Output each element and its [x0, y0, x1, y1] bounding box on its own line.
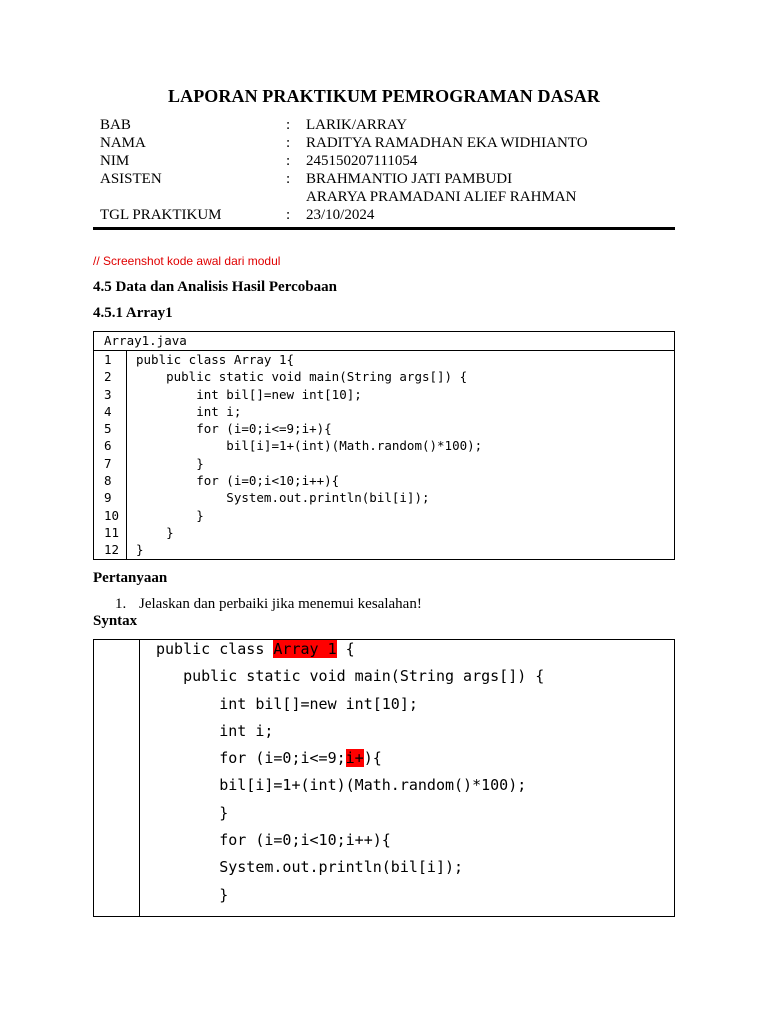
- info-label: TGL PRAKTIKUM: [100, 207, 222, 223]
- subsection-heading: 4.5.1 Array1: [93, 305, 173, 321]
- code-line: for (i=0;i<=9;i+){: [136, 421, 332, 437]
- info-row-asisten-2: [100, 188, 588, 206]
- syntax-line: int i;: [156, 721, 274, 740]
- code-line: }: [136, 507, 204, 523]
- line-number: 7: [104, 455, 112, 471]
- info-value: 245150207111054: [306, 153, 418, 169]
- syntax-line: public static void main(String args[]) {: [156, 667, 545, 686]
- info-colon: :: [286, 207, 291, 223]
- code-line: public class Array 1{: [136, 352, 295, 367]
- info-colon: :: [286, 117, 291, 133]
- info-row-nama: [100, 134, 588, 152]
- report-info-table: [100, 116, 588, 224]
- error-highlight: Array 1: [273, 640, 337, 658]
- header-divider: [93, 227, 675, 230]
- code-line: for (i=0;i<10;i++){: [136, 473, 340, 489]
- info-value: 23/10/2024: [306, 207, 375, 223]
- syntax-text: {: [336, 640, 355, 658]
- code-filename: Array1.java: [94, 332, 674, 351]
- syntax-line: System.out.println(bil[i]);: [156, 858, 464, 877]
- syntax-heading: Syntax: [93, 613, 138, 629]
- syntax-text: ){: [363, 749, 382, 768]
- info-row-asisten: [100, 170, 588, 188]
- error-highlight: i+: [345, 749, 364, 768]
- line-number: 5: [104, 421, 112, 437]
- question-item: [115, 596, 422, 613]
- line-number: 11: [104, 524, 120, 540]
- syntax-code-box: [93, 639, 675, 917]
- info-label: NAMA: [100, 135, 146, 151]
- info-row-nim: [100, 152, 588, 170]
- line-number: 9: [104, 490, 112, 506]
- syntax-gutter: [94, 640, 140, 916]
- code-line: }: [136, 524, 174, 540]
- info-label: NIM: [100, 153, 130, 169]
- info-colon-empty: [286, 188, 306, 206]
- code-line: }: [136, 542, 144, 558]
- module-comment: // Screenshot kode awal dari modul: [93, 254, 281, 268]
- line-number-column: [94, 351, 127, 559]
- info-colon: :: [286, 171, 291, 187]
- syntax-line: }: [156, 803, 229, 822]
- info-value: RADITYA RAMADHAN EKA WIDHIANTO: [306, 135, 588, 151]
- code-line: bil[i]=1+(int)(Math.random()*100);: [136, 438, 483, 454]
- questions-heading: Pertanyaan: [93, 570, 168, 586]
- code-line: System.out.println(bil[i]);: [136, 490, 430, 506]
- line-number: 10: [104, 507, 120, 523]
- info-label: BAB: [100, 117, 131, 133]
- line-number: 1: [104, 352, 112, 367]
- question-text: Jelaskan dan perbaiki jika menemui kesalahan!: [139, 596, 422, 612]
- report-title: LAPORAN PRAKTIKUM PEMROGRAMAN DASAR: [168, 86, 600, 106]
- line-number: 6: [104, 438, 112, 454]
- info-label: ASISTEN: [100, 171, 162, 187]
- section-heading: 4.5 Data dan Analisis Hasil Percobaan: [93, 279, 337, 295]
- code-line: int i;: [136, 403, 242, 419]
- line-number: 2: [104, 369, 112, 385]
- syntax-line: int bil[]=new int[10];: [156, 694, 418, 713]
- syntax-text: public class: [156, 640, 274, 658]
- syntax-code-lines: [156, 640, 544, 914]
- code-screenshot-box: [93, 331, 675, 560]
- syntax-line: [156, 640, 544, 668]
- info-colon: :: [286, 135, 291, 151]
- code-line: int bil[]=new int[10];: [136, 386, 362, 402]
- info-label: [100, 188, 286, 206]
- syntax-line: [156, 750, 544, 777]
- syntax-line: for (i=0;i<10;i++){: [156, 831, 391, 850]
- syntax-line: }: [156, 885, 229, 904]
- syntax-line: bil[i]=1+(int)(Math.random()*100);: [156, 776, 527, 795]
- info-value: ARARYA PRAMADANI ALIEF RAHMAN: [306, 189, 577, 205]
- code-body: [94, 351, 674, 559]
- line-number: 8: [104, 473, 112, 489]
- code-line: }: [136, 455, 204, 471]
- code-lines: [136, 351, 482, 559]
- info-colon: :: [286, 153, 291, 169]
- info-value: BRAHMANTIO JATI PAMBUDI: [306, 171, 513, 187]
- code-line: public static void main(String args[]) {: [136, 369, 468, 385]
- line-number: 4: [104, 403, 112, 419]
- info-row-bab: [100, 116, 588, 134]
- info-row-tgl: [100, 206, 588, 224]
- info-value: LARIK/ARRAY: [306, 117, 408, 133]
- line-number: 3: [104, 386, 112, 402]
- syntax-text: for (i=0;i<=9;: [156, 749, 346, 768]
- question-number: 1.: [115, 596, 127, 612]
- line-number: 12: [104, 542, 120, 558]
